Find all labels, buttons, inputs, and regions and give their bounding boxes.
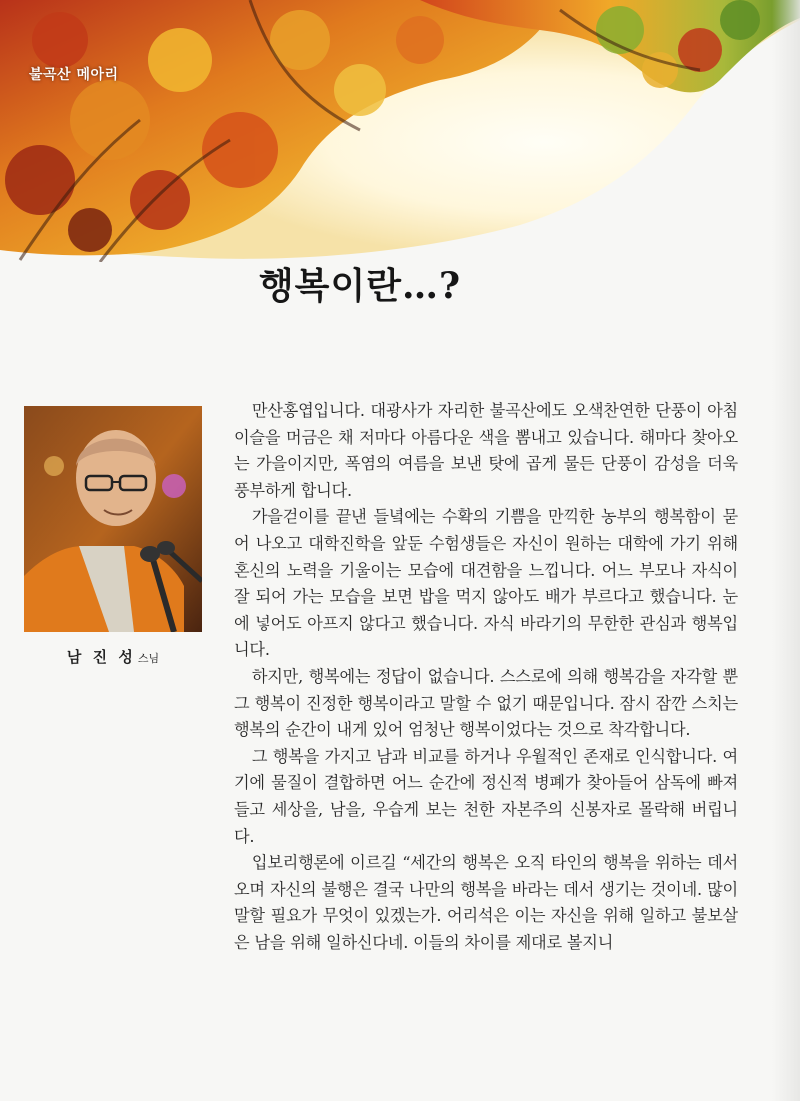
author-name: 남 진 성 [66, 648, 136, 666]
section-label: 불곡산 메아리 [29, 67, 119, 83]
autumn-foliage-image [0, 0, 800, 262]
author-caption [24, 646, 202, 667]
paragraph: 입보리행론에 이르길 “세간의 행복은 오직 타인의 행복을 위하는 데서 오며 자신의 불행은 결국 나만의 행복을 바라는 데서 생기는 것이네. 많이 말할 필요가 무엇이 있겠는가. 어리석은 이는 자신을 위해 일하고 불보살은 남을 위해 일하신다네. 이들의 차이를 제대로 볼지니 [234, 853, 738, 952]
article-body [234, 398, 738, 956]
paragraph: 가을걷이를 끝낸 들녘에는 수확의 기쁨을 만끽한 농부의 행복함이 묻어 나오고 대학진학을 앞둔 수험생들은 자신이 원하는 대학에 가기 위해 혼신의 노력을 기울이는 모습에 대견함을 느낍니다. 어느 부모나 자식이 잘 되어 가는 모습을 보면 밥을 먹지 않아도 배가 부르다고 했습니다. 눈에 넣어도 아프지 않다고 했습니다. 자식 바라기의 무한한 관심과 행복입니다. [234, 507, 738, 660]
article-title: 행복이란…? [258, 265, 462, 307]
autumn-foliage-banner [0, 0, 800, 262]
monk-portrait-image [24, 406, 202, 632]
paragraph: 하지만, 행복에는 정답이 없습니다. 스스로에 의해 행복감을 자각할 뿐 그 행복이 진정한 행복이라고 말할 수 없기 때문입니다. 잠시 잠깐 스치는 행복의 순간이 내게 있어 엄청난 행복이었다는 것으로 착각합니다. [234, 666, 738, 740]
author-photo [24, 406, 202, 632]
page-edge-shadow [772, 0, 800, 1101]
author-honorific: 스님 [137, 652, 160, 665]
paragraph: 만산홍엽입니다. 대광사가 자리한 불곡산에도 오색찬연한 단풍이 아침 이슬을 머금은 채 저마다 아름다운 색을 뽐내고 있습니다. 해마다 찾아오는 가을이지만, 폭염의 여름을 보낸 탓에 곱게 물든 단풍이 감성을 더욱 풍부하게 합니다. [234, 401, 738, 500]
paragraph: 그 행복을 가지고 남과 비교를 하거나 우월적인 존재로 인식합니다. 여기에 물질이 결합하면 어느 순간에 정신적 병폐가 찾아들어 삼독에 빠져들고 세상을, 남을, 우습게 보는 천한 자본주의 신봉자로 몰락해 버립니다. [234, 746, 738, 846]
